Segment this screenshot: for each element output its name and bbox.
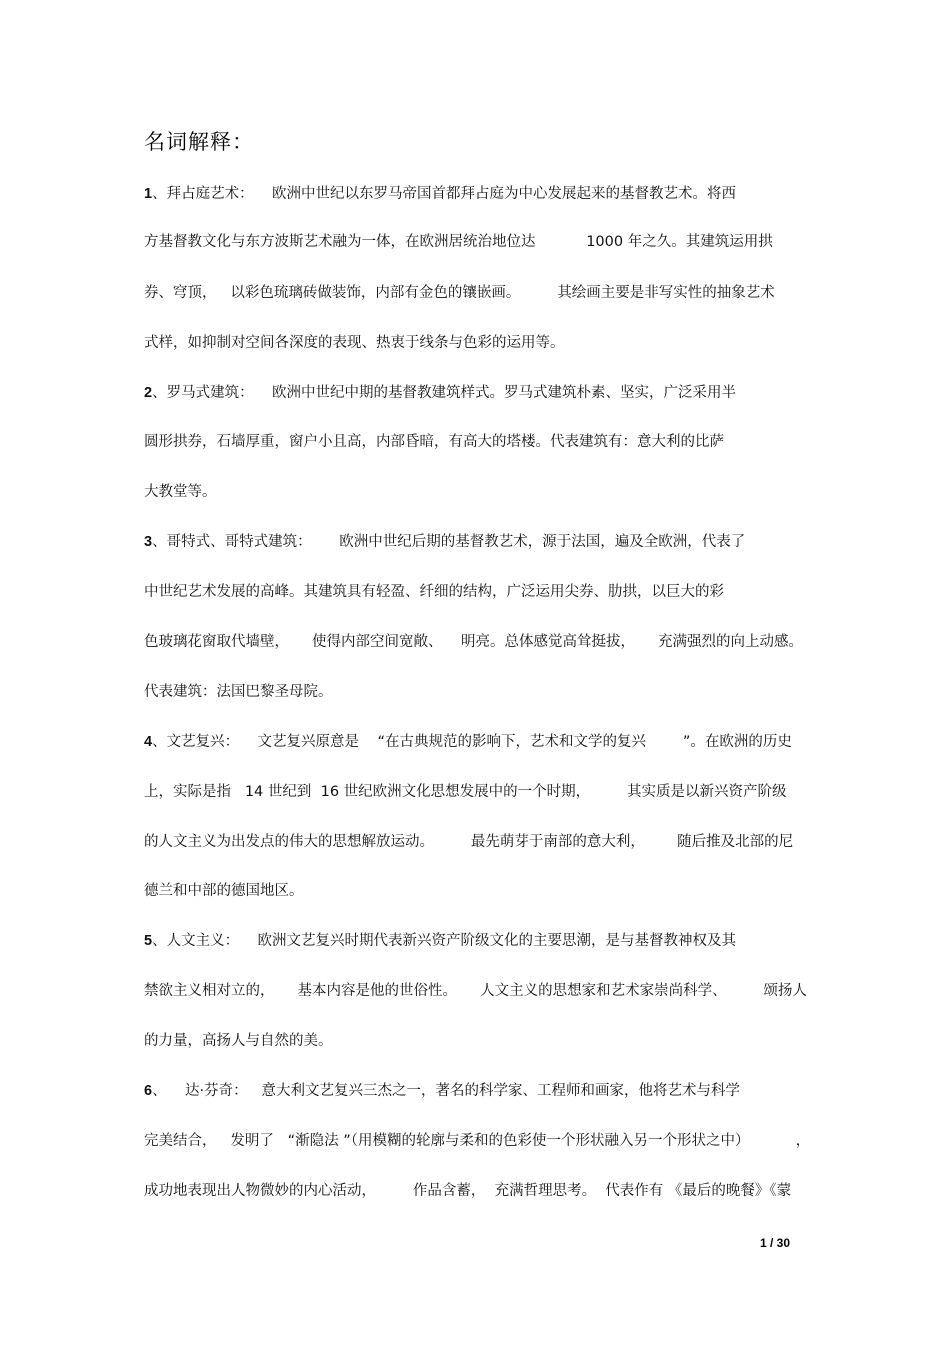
- entry-3-line-1: [144, 532, 745, 552]
- entry-6-line-3: 成功地表现出人物微妙的内心活动， 作品含蓄， 充满哲理思考。 代表作有 《最后的晚餐》《蒙: [144, 1183, 792, 1199]
- entry-6-line-1: [144, 1081, 740, 1101]
- entry-text: 、 达·芬奇： 意大利文艺复兴三杰之一，著名的科学家、工程师和画家，他将艺术与科学: [152, 1083, 740, 1099]
- entry-1-line-4: 式样，如抑制对空间各深度的表现、热衷于线条与色彩的运用等。: [144, 335, 565, 351]
- entry-number: 2: [144, 385, 153, 401]
- entry-1-line-3: 券、穹顶， 以彩色琉璃砖做装饰，内部有金色的镶嵌画。 其绘画主要是非写实性的抽象艺术: [144, 285, 775, 301]
- entry-text: 、罗马式建筑： 欧洲中世纪中期的基督教建筑样式。罗马式建筑朴素、坚实，广泛采用半: [152, 385, 737, 401]
- entry-4-line-4: 德兰和中部的德国地区。: [144, 883, 304, 899]
- entry-text: 、拜占庭艺术： 欧洲中世纪以东罗马帝国首都拜占庭为中心发展起来的基督教艺术。将西: [152, 186, 737, 202]
- entry-text: 、哥特式、哥特式建筑： 欧洲中世纪后期的基督教艺术，源于法国，遍及全欧洲，代表了: [152, 534, 746, 550]
- entry-3-line-3: 色玻璃花窗取代墙壁， 使得内部空间宽敞、 明亮。总体感觉高耸挺拔， 充满强烈的向上动感。: [144, 634, 804, 650]
- entry-4-line-2: 上，实际是指 14 世纪到 16 世纪欧洲文化思想发展中的一个时期， 其实质是以新兴资产阶级: [144, 784, 787, 800]
- entry-number: 4: [144, 734, 153, 750]
- entry-text: 、文艺复兴： 文艺复兴原意是 “在古典规范的影响下，艺术和文学的复兴 ”。在欧洲的历史: [152, 734, 792, 750]
- entry-2-line-1: [144, 383, 736, 403]
- entry-3-line-2: 中世纪艺术发展的高峰。其建筑具有轻盈、纤细的结构，广泛运用尖券、肋拱，以巨大的彩: [144, 584, 724, 600]
- entry-number: 6: [144, 1083, 153, 1099]
- entry-number: 5: [144, 933, 153, 949]
- entry-2-line-2: 圆形拱券，石墙厚重，窗户小且高，内部昏暗，有高大的塔楼。代表建筑有：意大利的比萨: [144, 434, 724, 450]
- entry-3-line-4: 代表建筑：法国巴黎圣母院。: [144, 684, 333, 700]
- entry-5-line-3: 的力量，高扬人与自然的美。: [144, 1033, 333, 1049]
- page-number: 1 / 30: [760, 1236, 791, 1250]
- entry-4-line-1: [144, 732, 792, 752]
- entry-number: 3: [144, 534, 153, 550]
- entry-6-line-2: 完美结合， 发明了 “渐隐法 ”（用模糊的轮廓与柔和的色彩使一个形状融入另一个形状之中） ，: [144, 1133, 811, 1149]
- entry-5-line-2: 禁欲主义相对立的， 基本内容是他的世俗性。 人文主义的思想家和艺术家崇尚科学、 颂扬人: [144, 983, 807, 999]
- entry-2-line-3: 大教堂等。: [144, 484, 217, 500]
- page-title: 名词解释：: [144, 130, 254, 154]
- entry-1-line-1: [144, 184, 736, 204]
- entry-number: 1: [144, 186, 153, 202]
- entry-4-line-3: 的人文主义为出发点的伟大的思想解放运动。 最先萌芽于南部的意大利， 随后推及北部的尼: [144, 834, 794, 850]
- entry-1-line-2: 方基督教文化与东方波斯艺术融为一体，在欧洲居统治地位达 1000 年之久。其建筑运用拱: [144, 234, 773, 250]
- entry-text: 、人文主义： 欧洲文艺复兴时期代表新兴资产阶级文化的主要思潮，是与基督教神权及其: [152, 933, 737, 949]
- entry-5-line-1: [144, 931, 736, 951]
